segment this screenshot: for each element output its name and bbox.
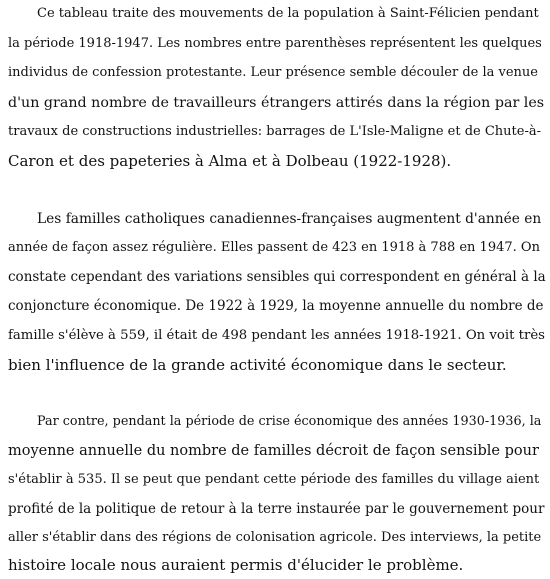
paragraph-line: travaux de constructions industrielles: barrages de L'Isle-Maligne et de Chute-à- [8, 124, 541, 139]
paragraph-line: conjoncture économique. De 1922 à 1929, la moyenne annuelle du nombre de [8, 298, 544, 314]
paragraph-line: aller s'établir dans des régions de colonisation agricole. Des interviews, la petite [8, 530, 542, 545]
paragraph-line: d'un grand nombre de travailleurs étrangers attirés dans la région par les [8, 95, 545, 111]
paragraph-line: Les familles catholiques canadiennes-françaises augmentent d'année en [37, 211, 542, 227]
paragraph-line: Caron et des papeteries à Alma et à Dolbeau (1922-1928). [8, 152, 452, 170]
paragraph-line: Par contre, pendant la période de crise économique des années 1930-1936, la [37, 414, 542, 429]
paragraph-line: bien l'influence de la grande activité économique dans le secteur. [8, 356, 507, 374]
paragraph-line: année de façon assez régulière. Elles passent de 423 en 1918 à 788 en 1947. On [8, 240, 540, 255]
paragraph-line: profité de la politique de retour à la terre instaurée par le gouvernement pour [8, 501, 545, 517]
paragraph-line: histoire locale nous auraient permis d'élucider le problème. [8, 556, 464, 574]
paragraph-line: constate cependant des variations sensibles qui correspondent en général à la [8, 269, 546, 285]
paragraph-line: la période 1918-1947. Les nombres entre parenthèses représentent les quelques [8, 36, 542, 51]
paragraph-line: moyenne annuelle du nombre de familles décroit de façon sensible pour [8, 443, 539, 459]
paragraph-line: individus de confession protestante. Leur présence semble découler de la venue [8, 65, 538, 80]
paragraph-line: s'établir à 535. Il se peut que pendant cette période des familles du village aient [8, 472, 540, 487]
paragraph-line: famille s'élève à 559, il était de 498 pendant les années 1918-1921. On voit très [8, 328, 545, 343]
paragraph-line: Ce tableau traite des mouvements de la population à Saint-Félicien pendant [37, 6, 539, 21]
